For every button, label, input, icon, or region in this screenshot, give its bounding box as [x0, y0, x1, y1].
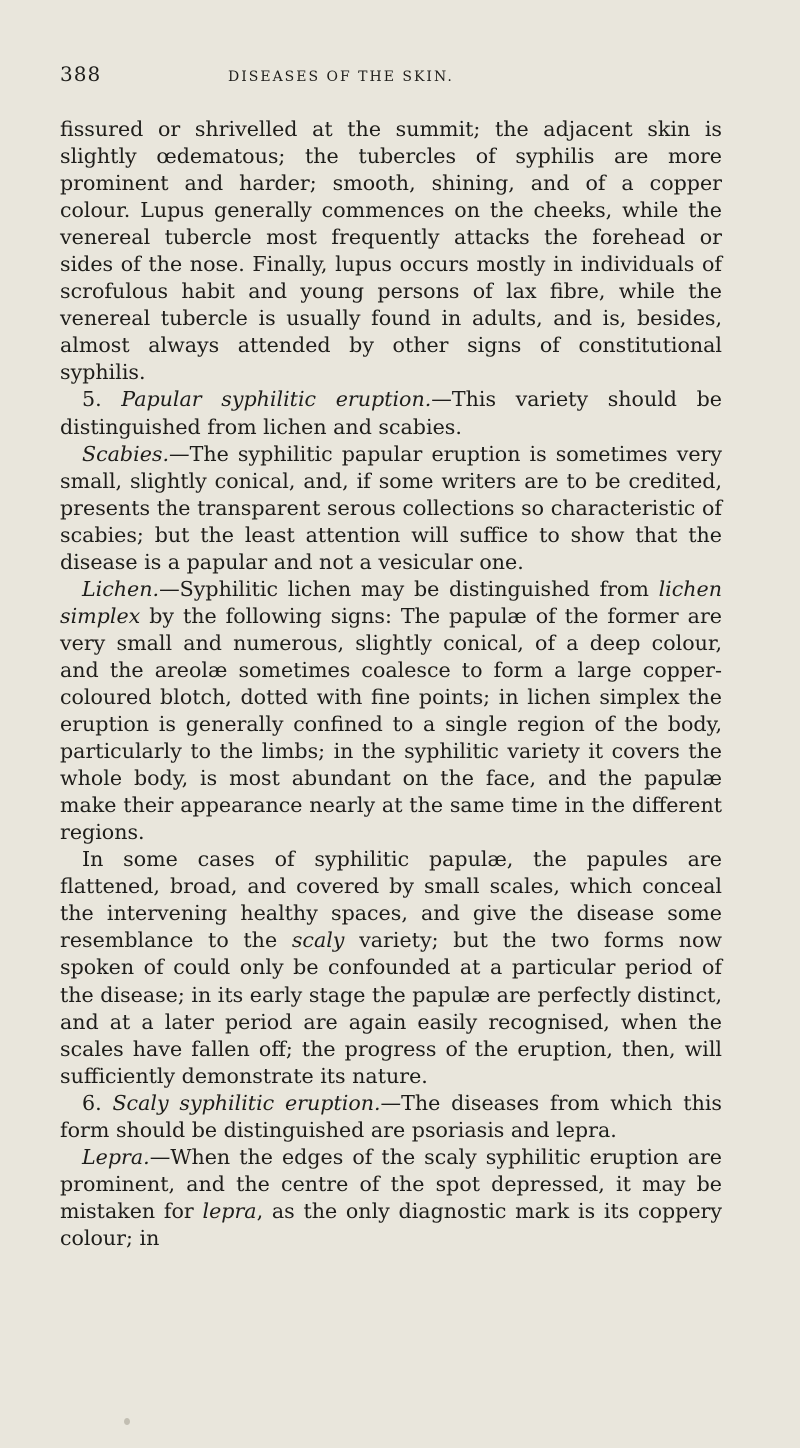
paragraph-text: —This variety should be distinguished from lichen and scabies. [60, 387, 722, 439]
paragraph-lepra [60, 1144, 722, 1252]
section-heading: Papular syphilitic eruption. [121, 387, 432, 412]
paragraph-text: —The diseases from which this form should be distinguished are psoriasis and lepra. [60, 1090, 722, 1142]
paragraph-text: —When the edges of the scaly syphilitic eruption are prominent, and the centre of the spot depressed, it may be mistaken for [60, 1144, 722, 1223]
italic-term: lepra [202, 1198, 257, 1223]
paragraph-scabies [60, 441, 722, 576]
subsection-heading: Lichen. [82, 576, 160, 601]
page-header [60, 62, 722, 98]
paragraph-text: In some cases of syphilitic papulæ, the papules are flattened, broad, and covered by small scales, which conceal the intervening healthy spaces, and give the disease some resemblance to the [60, 847, 722, 953]
paragraph-flattened-papules [60, 846, 722, 1089]
body-text [60, 116, 722, 1252]
paragraph-text: , as the only diagnostic mark is its coppery colour; in [60, 1198, 722, 1250]
paragraph-text: by the following signs: The papulæ of the former are very small and numerous, slightly conical, of a deep colour, and the areolæ sometimes coalesce to form a large copper-coloured blotch, dotted with fine points; in lichen simplex the eruption is generally confined to a single region of the body, particularly to the limbs; in the syphilitic variety it covers the whole body, is most abundant on the face, and the papulæ make their appearance nearly at the same time in the different regions. [60, 603, 722, 845]
paragraph-text: variety; but the two forms now spoken of could only be confounded at a particular period of the disease; in its early stage the papulæ are perfectly distinct, and at a later period are again easily recognised, when the scales have fallen off; the progress of the eruption, then, will sufficiently demonstrate its nature. [60, 928, 723, 1088]
section-number: 6. [82, 1090, 113, 1115]
section-heading: Scaly syphilitic eruption. [112, 1090, 381, 1115]
paragraph-papular-eruption [60, 386, 722, 440]
paragraph-lupus-comparison [60, 116, 722, 386]
section-number: 5. [82, 387, 122, 412]
page-number: 388 [60, 62, 102, 86]
italic-term: scaly [291, 928, 345, 953]
subsection-heading: Lepra. [82, 1144, 150, 1169]
paragraph-text: —Syphilitic lichen may be distinguished from [159, 576, 659, 601]
paragraph-text: —The syphilitic papular eruption is sometimes very small, slightly conical, and, if some writers are to be credited, presents the transparent serous collections so characteristic of scabies; but the least attention will suffice to show that the disease is a papular and not a vesicular one. [60, 441, 722, 574]
paper-blemish [124, 1418, 130, 1425]
paragraph-scaly-eruption [60, 1090, 722, 1144]
subsection-heading: Scabies. [82, 441, 169, 466]
italic-term: lichen simplex [60, 576, 722, 628]
paragraph-lichen [60, 576, 722, 846]
paragraph-text: fissured or shrivelled at the summit; the adjacent skin is slightly œdematous; the tubercles of syphilis are more prominent and harder; smooth, shining, and of a copper colour. Lupus generally commences on the cheeks, while the venereal tubercle most frequently attacks the forehead or sides of the nose. Finally, lupus occurs mostly in individuals of scrofulous habit and young persons of lax fibre, while the venereal tubercle is usually found in adults, and is, besides, almost always attended by other signs of constitutional syphilis. [60, 117, 722, 385]
running-head: DISEASES OF THE SKIN. [228, 69, 454, 85]
